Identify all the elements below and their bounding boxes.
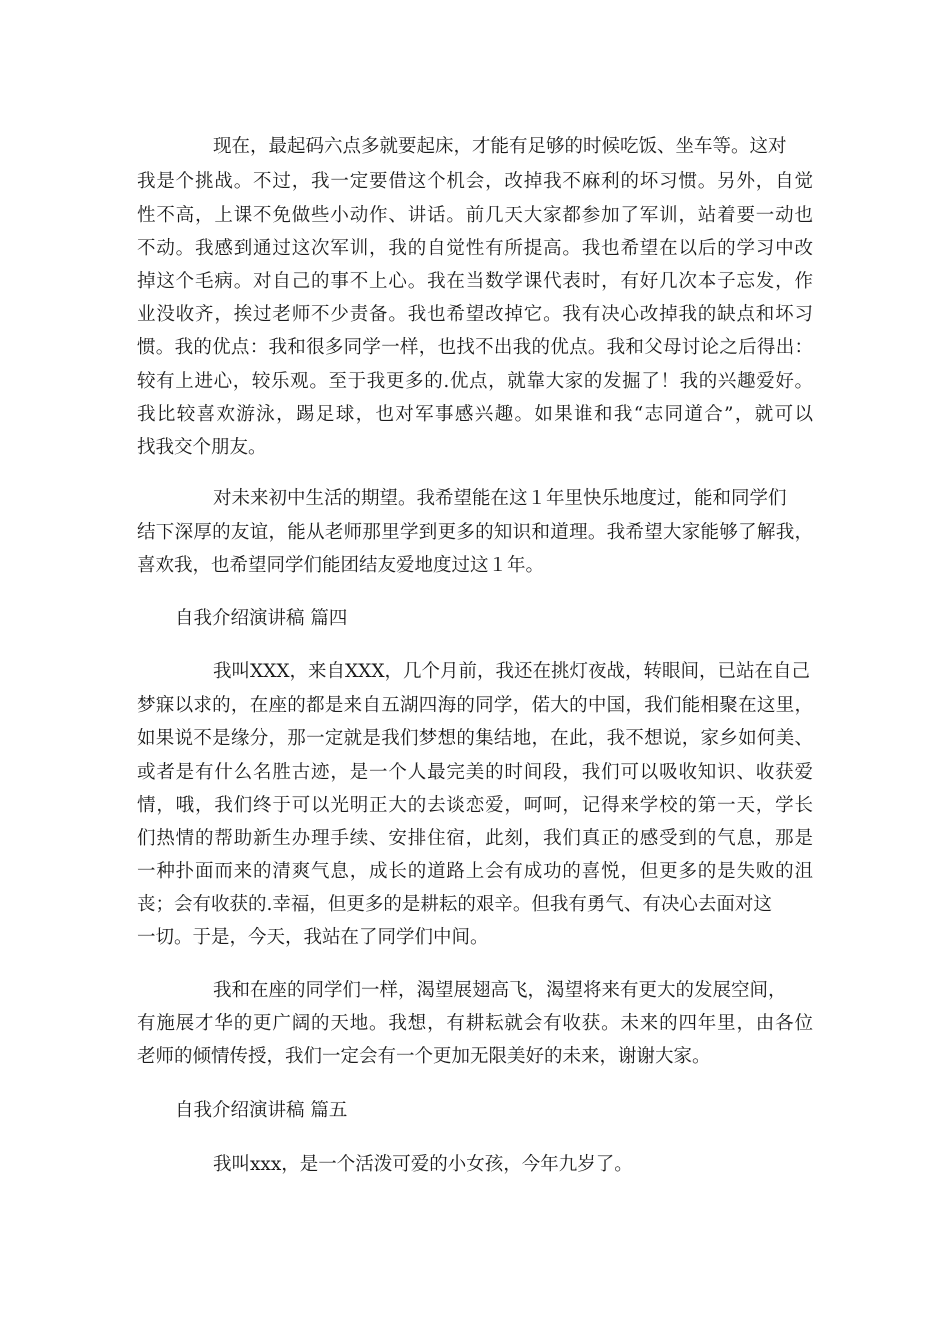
section-heading: 自我介绍演讲稿 篇四: [175, 608, 348, 629]
paragraph-line: 不动。我感到通过这次军训，我的自觉性有所提高。我也希望在以后的学习中改: [137, 238, 813, 259]
paragraph-line: 较有上进心，较乐观。至于我更多的.优点，就靠大家的发掘了！我的兴趣爱好。: [137, 371, 813, 392]
paragraph-line: 现在，最起码六点多就要起床，才能有足够的时候吃饭、坐车等。这对: [213, 136, 787, 157]
paragraph-line: 掉这个毛病。对自己的事不上心。我在当数学课代表时，有好几次本子忘发，作: [137, 271, 813, 292]
paragraph-line: 结下深厚的友谊，能从老师那里学到更多的知识和道理。我希望大家能够了解我，: [137, 522, 813, 543]
paragraph-line: 找我交个朋友。: [137, 437, 267, 458]
paragraph-line: 们热情的帮助新生办理手续、安排住宿，此刻，我们真正的感受到的气息，那是: [137, 828, 813, 849]
paragraph-line: 我是个挑战。不过，我一定要借这个机会，改掉我不麻利的坏习惯。另外，自觉: [137, 171, 813, 192]
paragraph-line: 对未来初中生活的期望。我希望能在这１年里快乐地度过，能和同学们: [213, 488, 787, 509]
paragraph-line: 惯。我的优点：我和很多同学一样，也找不出我的优点。我和父母讨论之后得出：: [137, 337, 813, 358]
paragraph-line: 或者是有什么名胜古迹，是一个人最完美的时间段，我们可以吸收知识、收获爱: [137, 762, 813, 783]
paragraph-line: 性不高，上课不免做些小动作、讲话。前几天大家都参加了军训，站着要一动也: [137, 205, 813, 226]
paragraph-line: 我比较喜欢游泳，踢足球，也对军事感兴趣。如果谁和我“志同道合”，就可以: [137, 404, 813, 425]
paragraph-line: 老师的倾情传授，我们一定会有一个更加无限美好的未来，谢谢大家。: [137, 1046, 711, 1067]
paragraph-line: 梦寐以求的，在座的都是来自五湖四海的同学，偌大的中国，我们能相聚在这里，: [137, 695, 813, 716]
paragraph-line: 我叫xxx，是一个活泼可爱的小女孩，今年九岁了。: [213, 1154, 633, 1175]
paragraph-line: 一切。于是，今天，我站在了同学们中间。: [137, 927, 489, 948]
paragraph-line: 我叫XXX，来自XXX，几个月前，我还在挑灯夜战，转眼间，已站在自己: [213, 661, 811, 682]
paragraph-line: 我和在座的同学们一样，渴望展翅高飞，渴望将来有更大的发展空间，: [213, 980, 787, 1001]
paragraph-line: 喜欢我，也希望同学们能团结友爱地度过这１年。: [137, 555, 545, 576]
paragraph-line: 有施展才华的更广阔的天地。我想，有耕耘就会有收获。未来的四年里，由各位: [137, 1013, 813, 1034]
paragraph-line: 业没收齐，挨过老师不少责备。我也希望改掉它。我有决心改掉我的缺点和坏习: [137, 304, 813, 325]
paragraph-line: 情，哦，我们终于可以光明正大的去谈恋爱，呵呵，记得来学校的第一天，学长: [137, 795, 813, 816]
paragraph-line: 一种扑面而来的清爽气息，成长的道路上会有成功的喜悦，但更多的是失败的沮: [137, 861, 813, 882]
paragraph-line: 丧；会有收获的.幸福，但更多的是耕耘的艰辛。但我有勇气、有决心去面对这: [137, 894, 772, 915]
paragraph-line: 如果说不是缘分，那一定就是我们梦想的集结地，在此，我不想说，家乡如何美、: [137, 728, 813, 749]
section-heading: 自我介绍演讲稿 篇五: [175, 1100, 348, 1121]
